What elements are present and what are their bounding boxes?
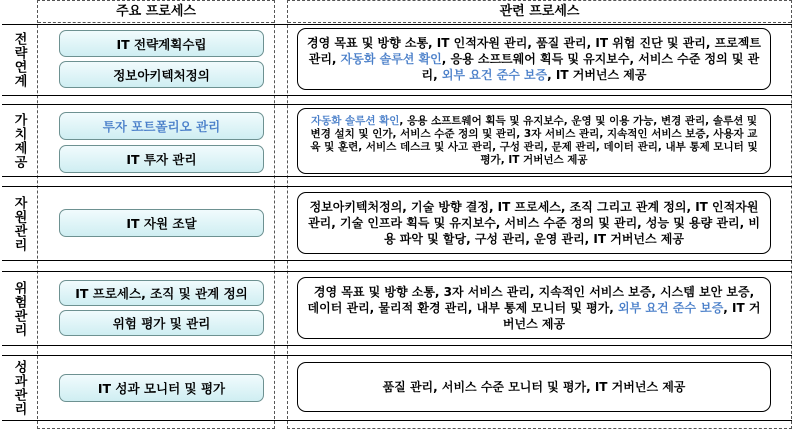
section-label: 전략연계 (11, 32, 27, 88)
main-process-text: IT 성과 모니터 및 평가 (97, 381, 226, 396)
section-label: 위험관리 (11, 280, 27, 337)
related-text-segment: 경영 목표 및 방향 소통, IT 인적자원 관리, 품질 관리, IT 위험 진단 및 관리, 프로젝트 관리, (307, 36, 761, 66)
main-process-text: 투자 포트폴리오 관리 (102, 119, 221, 134)
main-process-text: 위험 평가 및 관리 (112, 316, 211, 331)
main-process-text: IT 프로세스, 조직 및 관계 정의 (75, 286, 248, 301)
related-process-text (383, 379, 686, 395)
main-process-text: IT 자원 조달 (126, 216, 197, 231)
related-text-segment: 경영 목표 및 방향 소통, 3자 서비스 관리, 지속적인 서비스 보증, 시스템 보안 보증, 데이터 관리, 물리적 환경 관리, 내부 통제 모니터 및 평가, (307, 285, 755, 315)
related-process-box (297, 362, 771, 412)
related-text-highlight: 자동화 솔루션 확인 (310, 115, 400, 127)
section-label: 자원관리 (11, 195, 27, 252)
main-process-box (59, 112, 264, 140)
related-process-text (306, 284, 762, 332)
main-process-box (59, 310, 264, 336)
related-text-segment: 품질 관리, 서비스 수준 모니터 및 평가, IT 거버넌스 제공 (382, 380, 686, 394)
related-text-segment: , 응용 소프트웨어 획득 및 유지보수, 운영 및 이용 가능, 변경 관리, 솔루션 및 변경 설치 및 인가, 서비스 수준 정의 및 관리, 3자 서비스 관리, 지속적인 서비스 보증, 사용자 교육 및 훈련, 서비스 데스크 및 사고 관리, 구성 관리, 문제 관리, 데이터 관리, 내부 통제 모니터 및 평가, IT 거버넌스 제공 (310, 115, 758, 166)
related-text-highlight: 외부 요건 준수 보증 (618, 301, 724, 315)
main-process-box (59, 30, 264, 57)
related-text-segment: , IT 거버넌스 제공 (547, 68, 647, 82)
main-process-text: IT 투자 관리 (126, 152, 197, 167)
main-process-text: IT 전략계획수립 (116, 36, 207, 52)
main-process-box (59, 145, 264, 173)
section-label: 성과관리 (11, 360, 27, 416)
related-process-box (297, 28, 771, 90)
main-process-box (59, 280, 264, 306)
related-process-box (297, 108, 771, 174)
related-process-text (306, 199, 762, 247)
related-text-highlight: 외부 요건 준수 보증 (441, 68, 548, 82)
related-text-highlight: 자동화 솔루션 확인 (340, 52, 442, 66)
main-process-box (59, 61, 264, 88)
related-text-segment: , 응용 소프트웨어 획득 및 유지보수, 서비스 수준 정의 및 관리, (421, 52, 760, 82)
related-process-box (297, 192, 771, 254)
section-label: 가치제공 (11, 112, 27, 169)
main-process-box (59, 209, 264, 237)
related-process-text (306, 115, 762, 167)
related-process-header: 관련 프로세스 (288, 1, 791, 23)
main-process-text: 정보아키텍처정의 (113, 67, 210, 83)
related-process-box (297, 277, 771, 339)
related-text-segment: , IT 거버넌스 제공 (502, 301, 761, 331)
main-process-box (59, 374, 264, 402)
main-process-header: 주요 프로세스 (38, 1, 274, 23)
related-text-segment: 정보아키텍처정의, 기술 방향 결정, IT 프로세스, 조직 그리고 관계 정의, IT 인적자원 관리, 기술 인프라 획득 및 유지보수, 서비스 수준 정의 및 관리, 성능 및 용량 관리, 비용 파악 및 할당, 구성 관리, 운영 관리, IT 거버넌스 제공 (308, 200, 760, 246)
related-process-text (306, 35, 762, 83)
